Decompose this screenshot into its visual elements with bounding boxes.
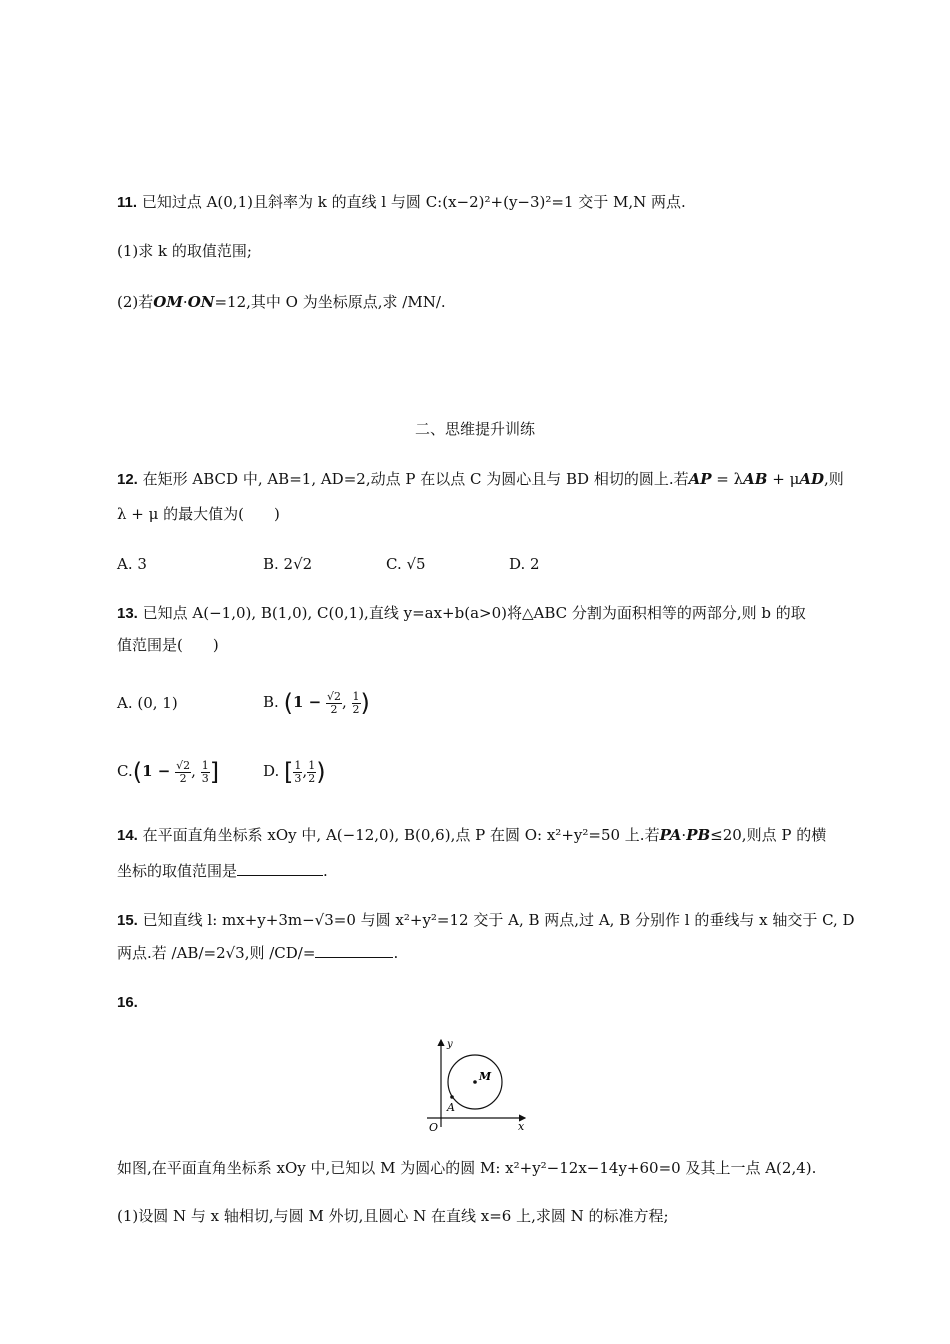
q16-number: 16. (117, 994, 138, 1011)
q12-plus: + μ (767, 470, 800, 488)
q11-number: 11. (117, 194, 138, 211)
q16-line2: (1)设圆 N 与 x 轴相切,与圆 M 外切,且圆心 N 在直线 x=6 上,求圆 N 的标准方程; (117, 1207, 669, 1225)
q12-option-c: C. √5 (386, 555, 426, 573)
q11-text: 已知过点 A(0,1)且斜率为 k 的直线 l 与圆 C:(x−2)²+(y−3)²=1 交于 M,N 两点. (141, 193, 686, 211)
q11-sub2-suffix: =12,其中 O 为坐标原点,求 /MN/. (214, 293, 446, 311)
q12-option-d: D. 2 (509, 555, 540, 573)
q12-statement (117, 468, 844, 491)
q15-number: 15. (117, 912, 138, 929)
dot-product-symbol: · (182, 293, 188, 311)
q12-eq: = λ (711, 470, 744, 488)
q13-statement (117, 602, 806, 625)
fraction-sqrt2-over-2: $\frac{√2}{2}$ (176, 758, 191, 785)
q13-b-one-minus: 1 − (292, 693, 322, 711)
q13-line2: 值范围是( ) (117, 636, 219, 654)
fraction-1-over-3: $\frac{1}{3}$ (294, 758, 302, 785)
vector-om: OM (153, 293, 183, 311)
m-label: M (479, 1070, 492, 1083)
q12-number: 12. (117, 471, 138, 488)
q12-line2: λ + μ 的最大值为( ) (117, 505, 280, 523)
q12-line1a: 在矩形 ABCD 中, AB=1, AD=2,动点 P 在以点 C 为圆心且与 BD 相切的圆上.若 (142, 470, 689, 488)
answer-blank[interactable] (315, 943, 393, 958)
q11-sub1: (1)求 k 的取值范围; (117, 242, 252, 260)
vector-ad: AD (799, 470, 824, 488)
fraction-1-over-2: $\frac{1}{2}$ (308, 758, 316, 785)
q12-line1b: ,则 (823, 470, 844, 488)
fraction-1-over-3: $\frac{1}{3}$ (201, 758, 209, 785)
q11-statement (117, 191, 686, 214)
close-bracket: ] (209, 758, 220, 786)
q14-line1a: 在平面直角坐标系 xOy 中, A(−12,0), B(0,6),点 P 在圆 O: x²+y²=50 上.若 (142, 826, 660, 844)
point-a (450, 1095, 454, 1099)
y-label: y (447, 1039, 453, 1050)
q16-line1: 如图,在平面直角坐标系 xOy 中,已知以 M 为圆心的圆 M: x²+y²−12x−14y+60=0 及其上一点 A(2,4). (117, 1159, 817, 1177)
origin-label: O (429, 1121, 439, 1134)
q15-line2: 两点.若 /AB/=2√3,则 /CD/= . (117, 944, 399, 962)
q15-line1: 已知直线 l: mx+y+3m−√3=0 与圆 x²+y²=12 交于 A, B 两点,过 A, B 分别作 l 的垂线与 x 轴交于 C, D (142, 911, 855, 929)
close-paren: ) (316, 758, 326, 786)
q11-sub2-prefix: (2)若 (117, 293, 154, 311)
open-paren: ( (132, 758, 143, 786)
x-label: x (518, 1120, 525, 1133)
vector-ap: AP (688, 470, 712, 488)
vector-pb: PB (686, 826, 711, 844)
q13-line1: 已知点 A(−1,0), B(1,0), C(0,1),直线 y=ax+b(a>0)将△ABC 分割为面积相等的两部分,则 b 的取 (142, 604, 806, 622)
q13-option-c-label: C. (117, 762, 133, 780)
q13-option-d: D. [ $\frac{1}{3}$ , $\frac{1}{2}$ ) (263, 758, 326, 786)
q13-option-a: A. (0, 1) (117, 694, 178, 712)
a-label: A (447, 1101, 455, 1114)
q12-option-a: A. 3 (117, 555, 147, 573)
q14-line1b: ≤20,则点 P 的横 (710, 826, 827, 844)
open-bracket: [ (284, 758, 294, 786)
fraction-sqrt2-over-2: $\frac{√2}{2}$ (326, 689, 341, 716)
vector-ab: AB (743, 470, 768, 488)
coordinate-figure (425, 1035, 535, 1135)
q14-line2-text: 坐标的取值范围是 (117, 862, 238, 880)
dot-product-symbol: · (681, 826, 687, 844)
q13-option-d-label: D. (263, 762, 280, 780)
q13-option-c: C.(1 − $\frac{√2}{2}$ , $\frac{1}{3}$ ] (117, 758, 220, 786)
q14-statement (117, 824, 826, 847)
vector-pa: PA (659, 826, 682, 844)
center-m-point (473, 1080, 477, 1084)
q13-number: 13. (117, 605, 138, 622)
q13-option-b: B. (1 − $\frac{√2}{2}$ , $\frac{1}{2}$ ) (263, 689, 370, 717)
q11-sub2 (117, 291, 446, 313)
vector-on: ON (187, 293, 215, 311)
q13-option-b-label: B. (263, 693, 279, 711)
open-paren: ( (283, 689, 293, 717)
q14-number: 14. (117, 827, 138, 844)
close-paren: ) (360, 689, 370, 717)
q15-line2-text: 两点.若 /AB/=2√3,则 /CD/= (117, 944, 316, 962)
section-title: 二、思维提升训练 (414, 420, 535, 438)
q14-line2: 坐标的取值范围是 . (117, 862, 328, 880)
q15-statement (117, 909, 855, 932)
q12-option-b: B. 2√2 (263, 555, 313, 573)
q13-c-one-minus: 1 − (142, 762, 171, 780)
fraction-1-over-2: $\frac{1}{2}$ (352, 689, 360, 716)
answer-blank[interactable] (237, 861, 323, 876)
